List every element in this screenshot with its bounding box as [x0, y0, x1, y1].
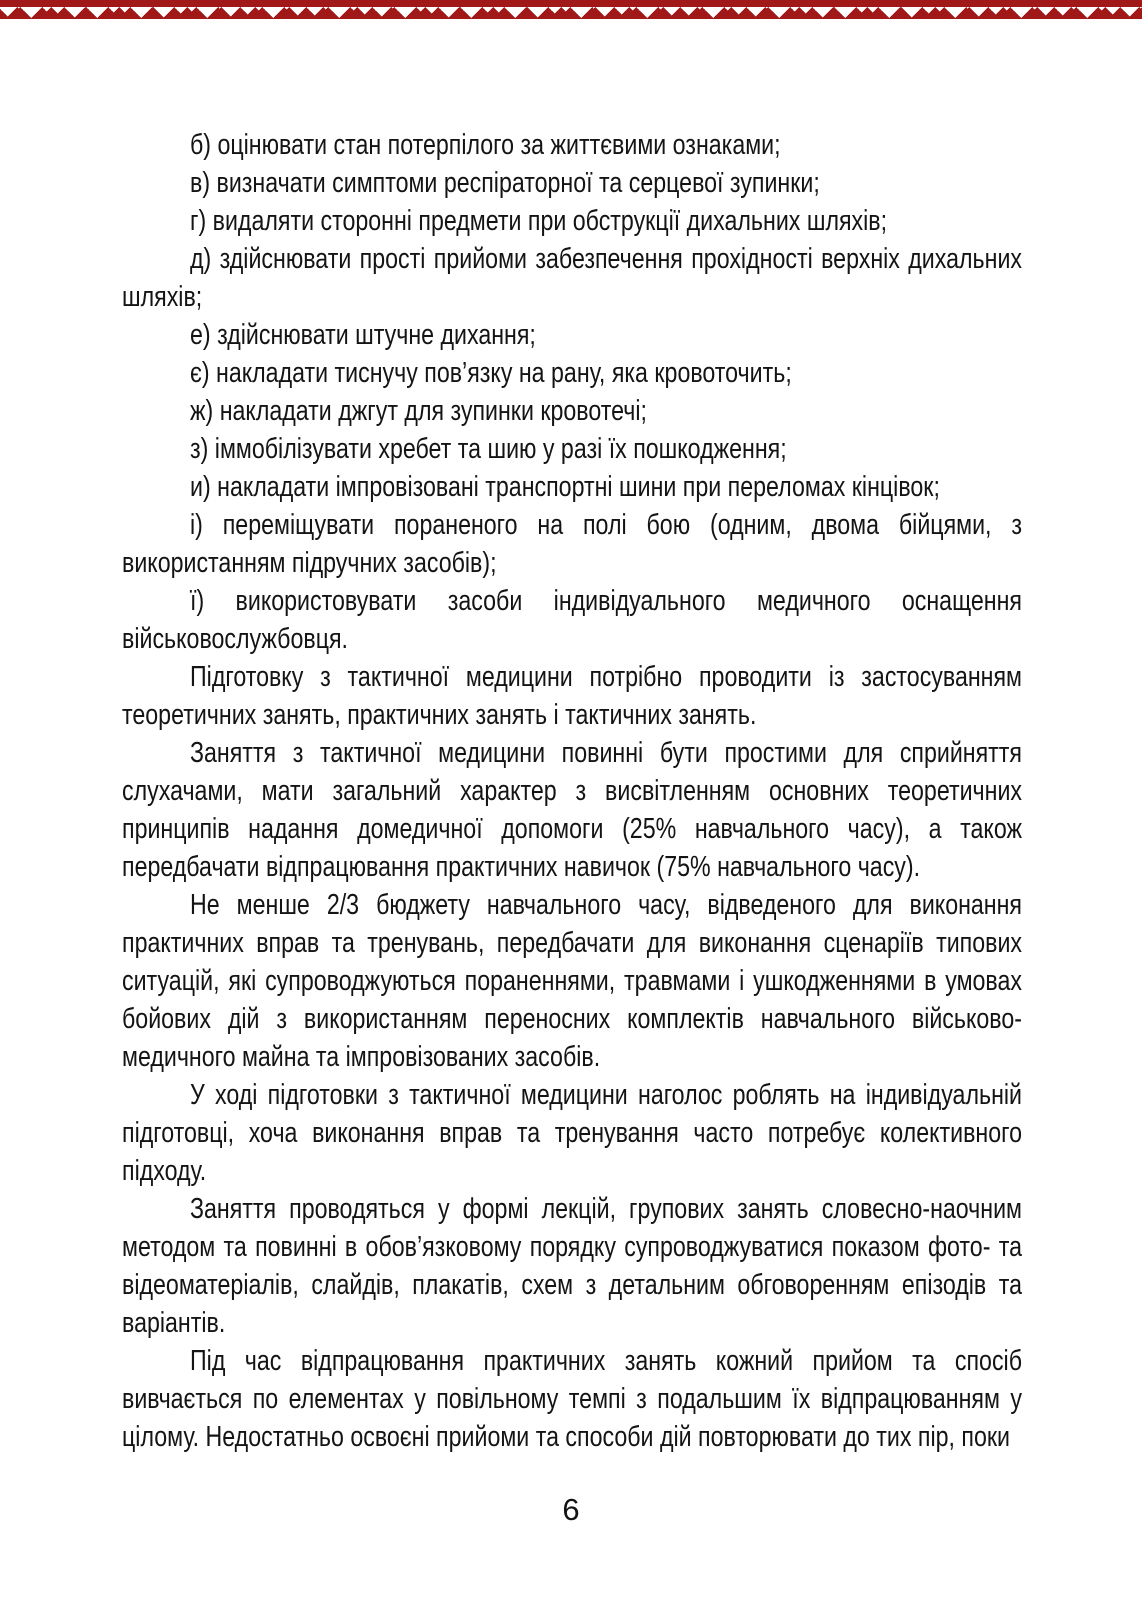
list-item-h: г) видаляти сторонні предмети при обструкції дихальних шляхів; [190, 205, 888, 237]
para-time-budget: Не менше 2/3 бюджету навчального часу, відведеного для виконання практичних вправ та тренувань, передбачати для виконання сценаріїв типових ситуацій, які супроводжуються пораненнями, травмами і ушкодженнями в умовах бойових дій з використанням переносних комплектів навчального військово-медичного майна та імпровізованих засобів. [122, 889, 1022, 1073]
list-item-yi: ї) використовувати засоби індивідуального медичного оснащення військовослужбовця. [122, 585, 1022, 655]
text-block [122, 126, 1022, 1456]
para-individual-focus: У ході підготовки з тактичної медицини наголос роблять на індивідуальній підготовці, хоча виконання вправ та тренування часто потребує колективного підходу. [122, 1079, 1022, 1187]
list-item-d: д) здійснювати прості прийоми забезпечення прохідності верхніх дихальних шляхів; [122, 243, 1022, 313]
scan-torn-edge-bar [0, 0, 1142, 7]
list-item-ye: є) накладати тиснучу пов’язку на рану, яка кровоточить; [190, 357, 792, 389]
para-practice-drills: Під час відпрацювання практичних занять кожний прийом та спосіб вивчається по елементах у повільному темпі з подальшим їх відпрацюванням у цілому. Недостатньо освоєні прийоми та способи дій повторювати до тих пір, поки [122, 1345, 1022, 1453]
para-lesson-structure: Заняття з тактичної медицини повинні бути простими для сприйняття слухачами, мати загальний характер з висвітленням основних теоретичних принципів надання домедичної допомоги (25% навчального часу), а також передбачати відпрацювання практичних навичок (75% навчального часу). [122, 737, 1022, 883]
list-item-i: і) переміщувати пораненого на полі бою (одним, двома бійцями, з використанням підручних засобів); [122, 509, 1022, 579]
scan-torn-edge-teeth [0, 7, 1142, 19]
list-item-e: е) здійснювати штучне дихання; [190, 319, 536, 351]
list-item-v: в) визначати симптоми респіраторної та серцевої зупинки; [190, 167, 820, 199]
para-training-methods: Підготовку з тактичної медицини потрібно проводити із застосуванням теоретичних занять, практичних занять і тактичних занять. [122, 661, 1022, 731]
list-item-zh: ж) накладати джгут для зупинки кровотечі; [190, 395, 647, 427]
list-item-z: з) іммобілізувати хребет та шию у разі їх пошкодження; [190, 433, 787, 465]
scan-torn-edge [0, 0, 1142, 19]
list-item-y: и) накладати імпровізовані транспортні шини при переломах кінцівок; [190, 471, 940, 503]
page-number: 6 [562, 1492, 580, 1527]
list-item-b: б) оцінювати стан потерпілого за життєвими ознаками; [190, 129, 781, 161]
para-lesson-format: Заняття проводяться у формі лекцій, групових занять словесно-наочним методом та повинні в обов’язковому порядку супроводжуватися показом фото- та відеоматеріалів, слайдів, плакатів, схем з детальним обговоренням епізодів та варіантів. [122, 1193, 1022, 1339]
